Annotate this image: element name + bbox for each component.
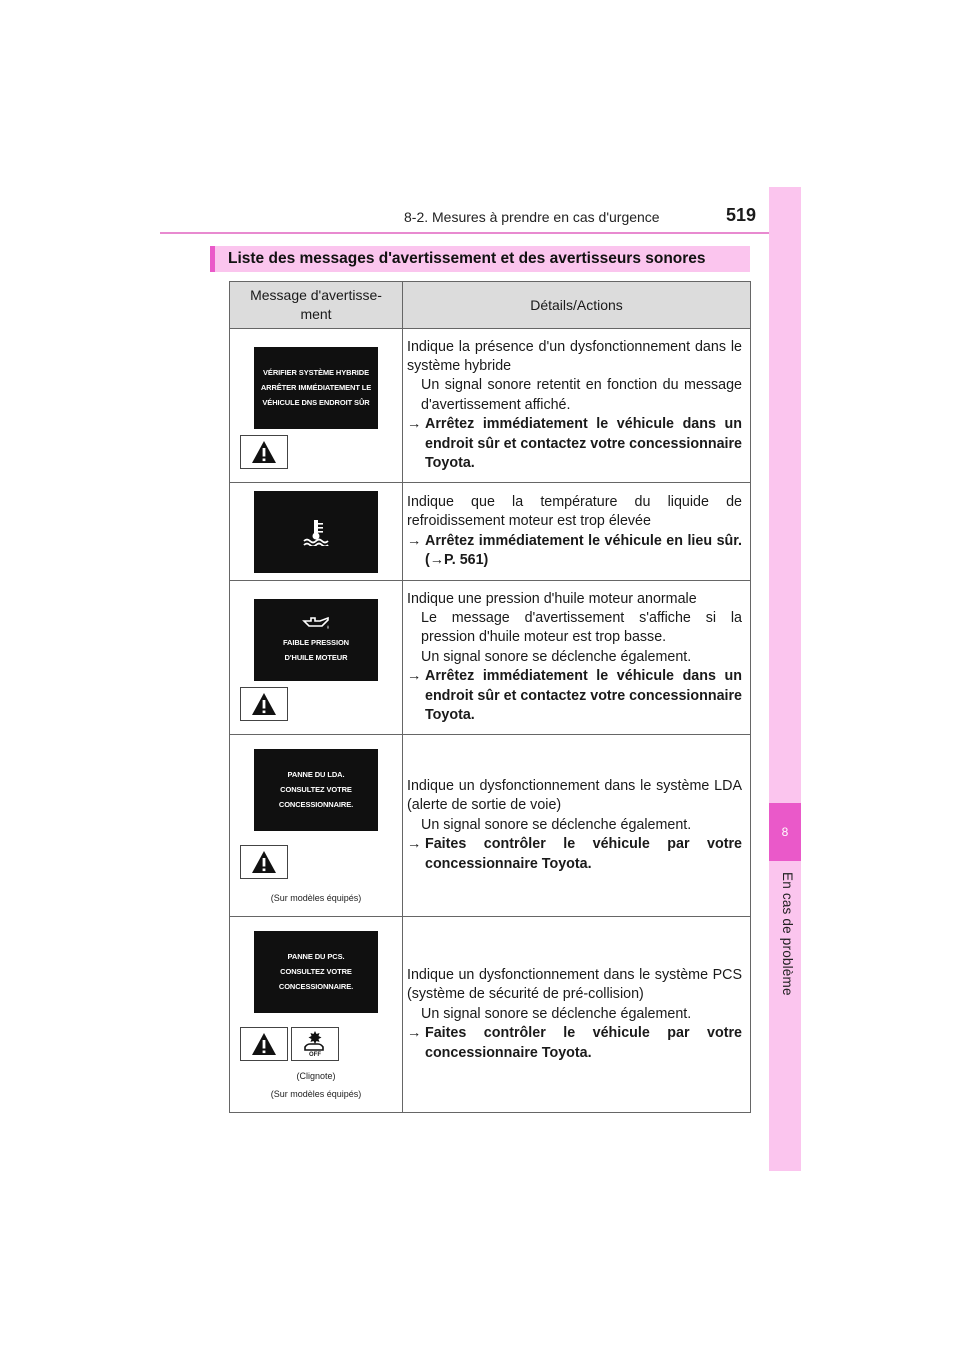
details-text: Indique un dysfonctionnement dans le système PCS (système de sécurité de pré-collision) [407, 966, 742, 1003]
blink-note: (Clignote) [296, 1070, 336, 1081]
action-text: → Faites contrôler le véhicule par votre concessionnaire Toyota. [407, 1025, 742, 1061]
display-screen [254, 347, 378, 429]
details-note: Un signal sonore se déclenche également. [421, 1005, 692, 1022]
details-note: Un signal sonore se déclenche également. [421, 816, 692, 833]
details-text: Indique que la température du liquide de refroidissement moteur est trop élevée [407, 493, 742, 530]
arrow-icon: → [407, 416, 422, 433]
warning-triangle-icon [240, 435, 288, 469]
action-text: → Arrêtez immédiatement le véhicule en lieu sûr. (→P. 561) [407, 532, 742, 568]
display-screen [254, 749, 378, 831]
pcs-off-label: OFF [309, 1051, 321, 1058]
message-display-cell [230, 735, 403, 917]
table-row [230, 329, 751, 483]
screen-line: VÉHICULE DNS ENDROIT SÛR [262, 398, 370, 407]
coolant-temperature-icon [301, 518, 331, 546]
screen-line: D'HUILE MOTEUR [284, 652, 348, 662]
details-cell [403, 329, 751, 483]
message-display-cell [230, 581, 403, 735]
oil-pressure-icon [301, 615, 331, 631]
column-header-message-line1: Message d'avertisse- [250, 287, 382, 303]
details-text: Indique un dysfonctionnement dans le système LDA (alerte de sortie de voie) [407, 777, 742, 814]
equipped-models-note: (Sur modèles équipés) [270, 1088, 362, 1099]
equipped-models-note: (Sur modèles équipés) [270, 892, 362, 903]
action-text: → Arrêtez immédiatement le véhicule dans un endroit sûr et contactez votre concessionnaire Toyota. [407, 668, 743, 724]
arrow-icon: → [407, 1025, 422, 1042]
header-divider [160, 232, 800, 234]
message-display-cell [230, 483, 403, 581]
arrow-icon: → [407, 668, 422, 685]
display-screen [254, 491, 378, 573]
warning-triangle-icon [240, 687, 288, 721]
screen-line: PANNE DU LDA. [287, 770, 345, 779]
details-note: Un signal sonore se déclenche également. [421, 648, 692, 665]
arrow-icon: → [407, 532, 422, 549]
screen-line: CONSULTEZ VOTRE [280, 785, 352, 794]
header-section-title: 8-2. Mesures à prendre en cas d'urgence [404, 209, 660, 225]
screen-line: VÉRIFIER SYSTÈME HYBRIDE [263, 368, 369, 377]
chapter-label: En cas de problème [780, 872, 795, 996]
warning-triangle-icon [240, 845, 288, 879]
screen-line: CONCESSIONNAIRE. [278, 982, 354, 991]
details-cell [403, 581, 751, 735]
table-row [230, 483, 751, 581]
warning-triangle-icon [240, 1027, 288, 1061]
screen-line: CONSULTEZ VOTRE [280, 967, 352, 976]
details-note: Un signal sonore retentit en fonction du message d'avertissement affiché. [421, 377, 742, 413]
column-header-details: Détails/Actions [403, 282, 751, 329]
table-row [230, 581, 751, 735]
screen-line: FAIBLE PRESSION [282, 637, 349, 647]
chapter-number: 8 [769, 803, 801, 861]
screen-line: CONCESSIONNAIRE. [278, 800, 354, 809]
page-number: 519 [726, 205, 757, 225]
message-display-cell [230, 917, 403, 1113]
action-text: → Arrêtez immédiatement le véhicule dans un endroit sûr et contactez votre concessionnaire Toyota. [407, 416, 743, 472]
arrow-icon: → [407, 836, 422, 853]
screen-line: ARRÊTER IMMÉDIATEMENT LE [260, 383, 372, 392]
section-title: Liste des messages d'avertissement et des avertisseurs sonores [228, 250, 706, 267]
details-cell [403, 483, 751, 581]
column-header-message-line2: ment [300, 306, 332, 322]
details-note: Le message d'avertissement s'affiche si la pression d'huile moteur est trop basse. [421, 609, 742, 646]
details-text: Indique une pression d'huile moteur anormale [407, 590, 697, 607]
screen-line: PANNE DU PCS. [287, 952, 345, 961]
details-cell [403, 735, 751, 917]
column-header-message [230, 282, 403, 329]
action-text: → Faites contrôler le véhicule par votre concessionnaire Toyota. [407, 836, 742, 872]
pcs-off-icon [291, 1027, 339, 1061]
details-cell [403, 917, 751, 1113]
warning-message-table [229, 281, 751, 1113]
message-display-cell [230, 329, 403, 483]
display-screen [254, 931, 378, 1013]
details-text: Indique la présence d'un dysfonctionnement dans le système hybride [407, 338, 742, 374]
table-row [230, 917, 751, 1113]
display-screen [254, 599, 378, 681]
section-heading-bar [210, 246, 750, 272]
table-row [230, 735, 751, 917]
